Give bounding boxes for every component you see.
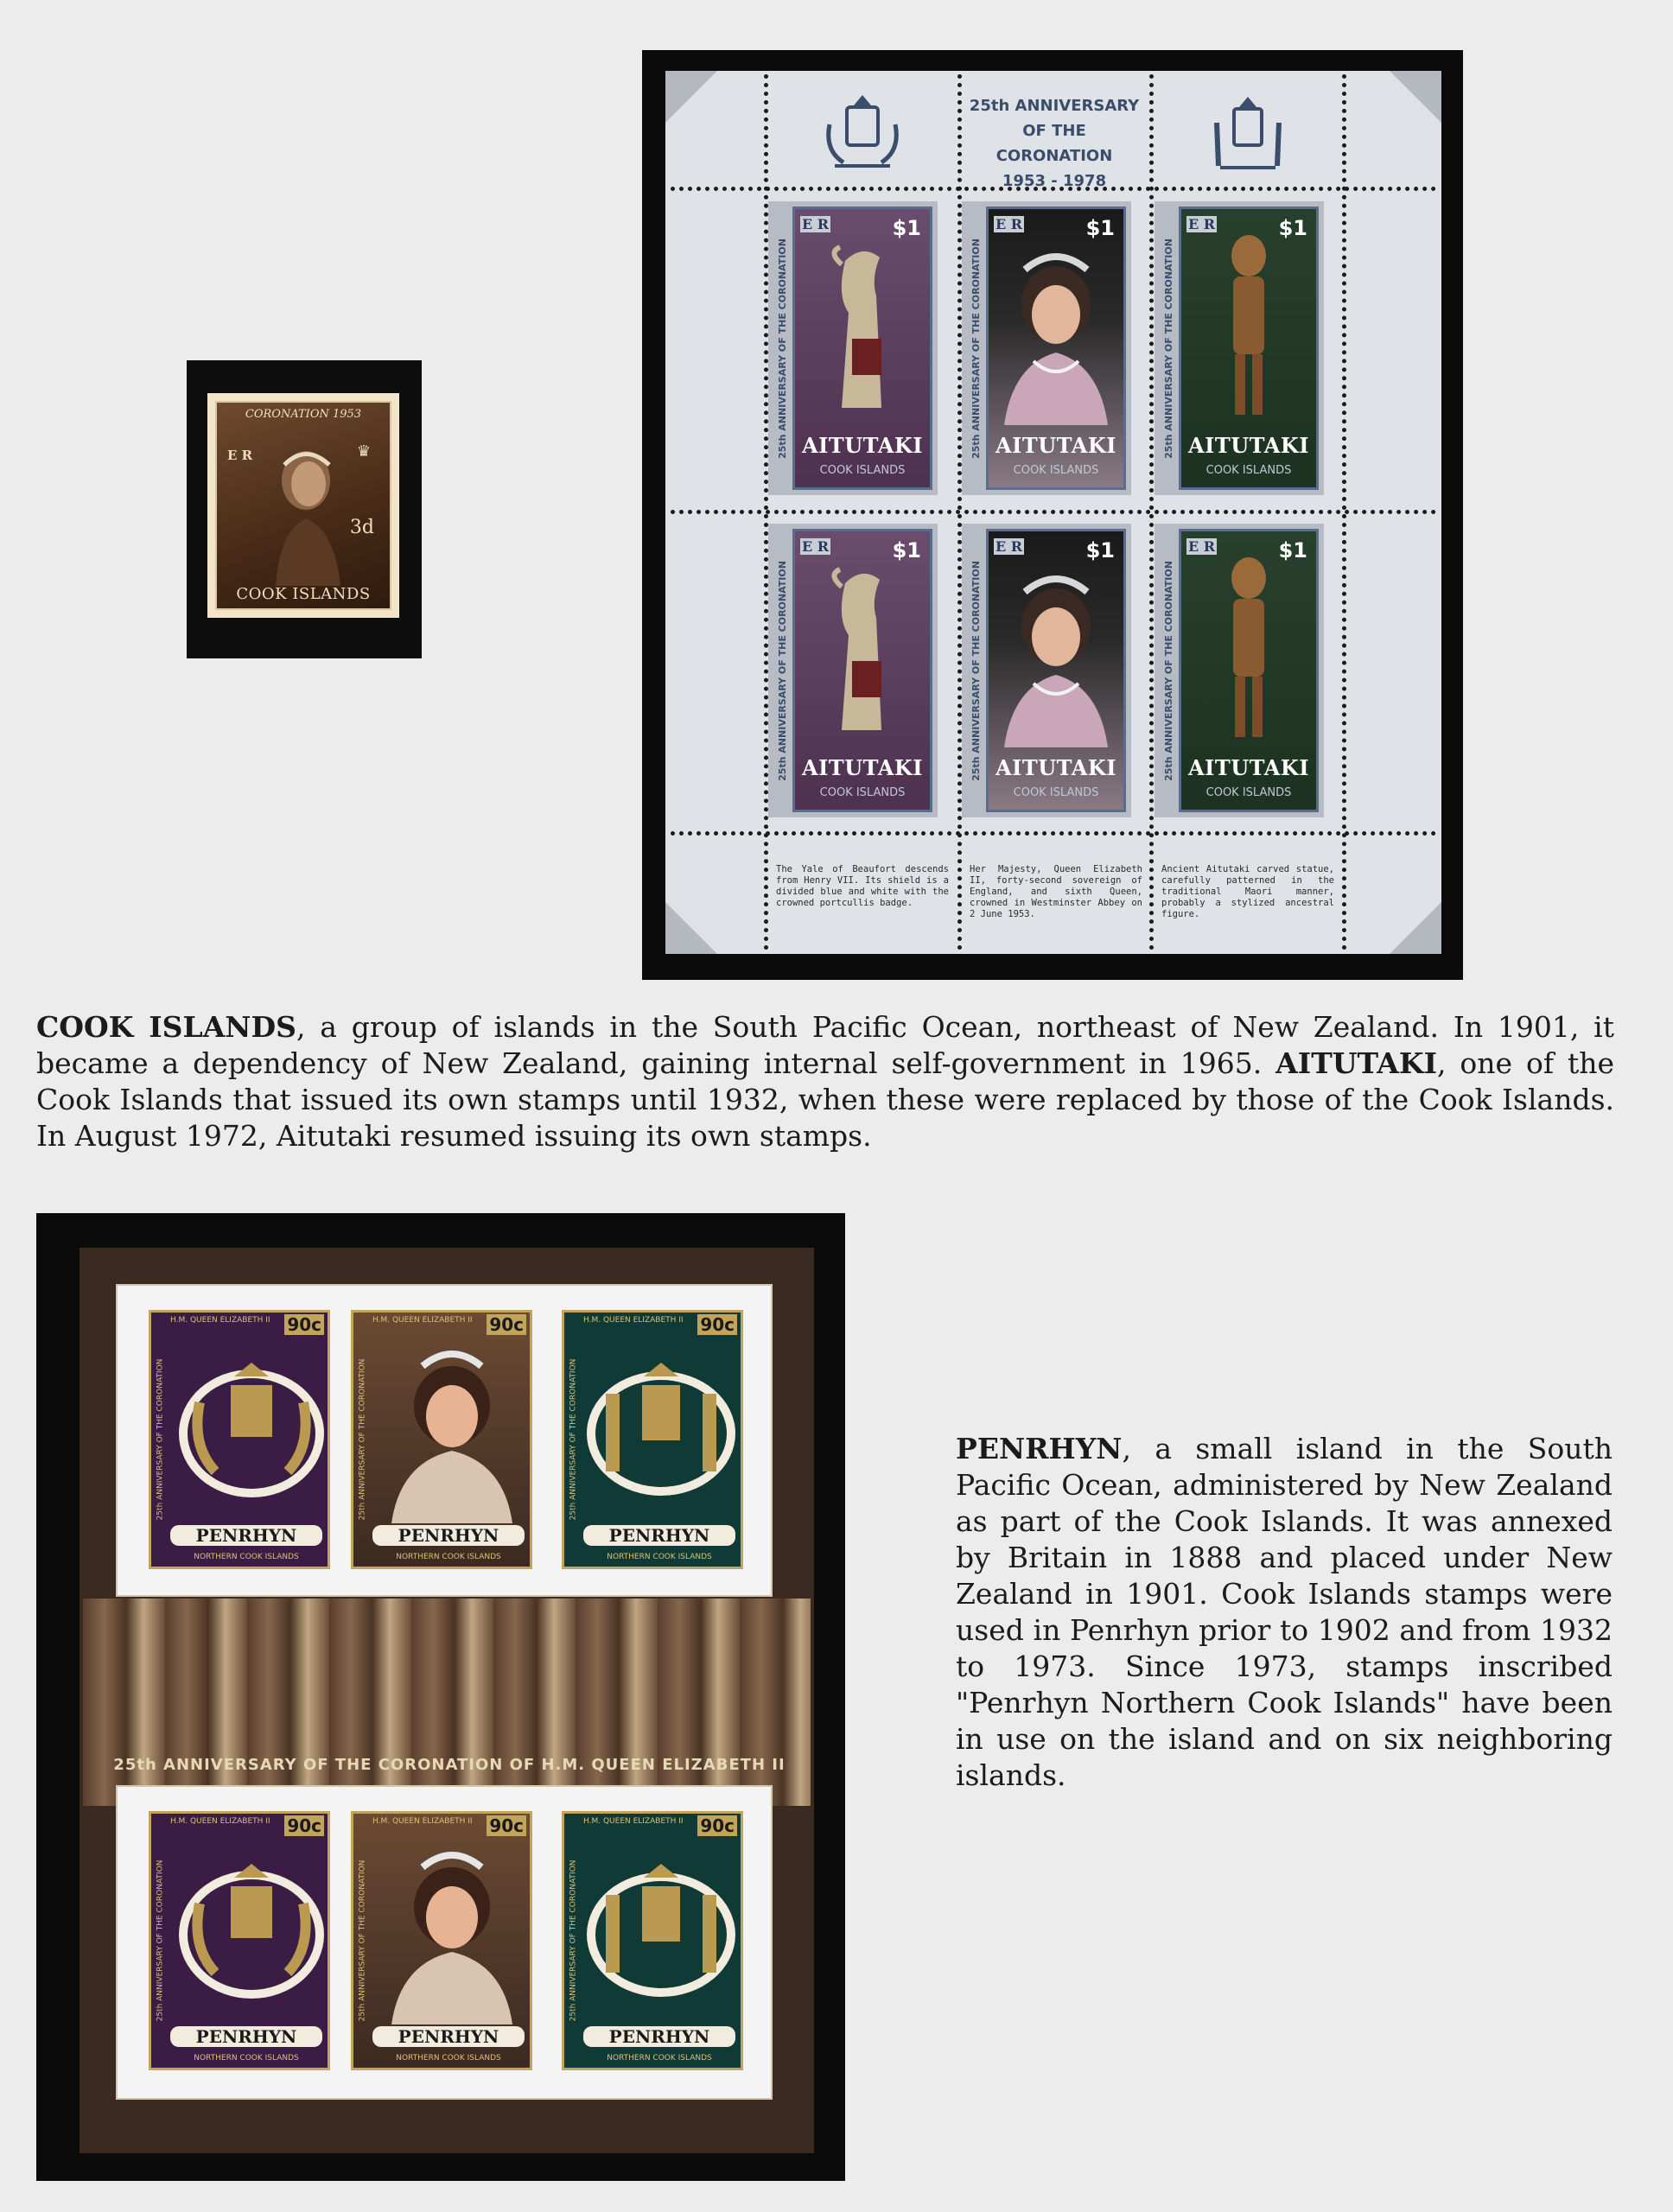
stamp-sub: COOK ISLANDS [1205, 786, 1292, 799]
stamp-name: PENRHYN [170, 1525, 322, 1546]
aitutaki-sheet-header [968, 93, 1141, 194]
stamp-name: PENRHYN [372, 2026, 525, 2047]
stamp-value: 90c [487, 1815, 526, 1836]
caption-statue: Ancient Aitutaki carved statue, carefully patterned in the traditional Maori manner, probably a stylized ancestral figure. [1161, 864, 1334, 919]
cook-islands-text-2: , one of the Cook Islands that issued its own stamps until 1932, when these were replaced by those of the Cook Islands. In August 1972, Aitutaki resumed issuing its own stamps. [36, 1046, 1614, 1153]
royal-arms-icon [174, 1852, 329, 2007]
aitutaki-stamp-statue [1155, 201, 1324, 495]
stamp-sub: NORTHERN COOK ISLANDS [396, 1553, 501, 1561]
stamp-sub: NORTHERN COOK ISLANDS [607, 1553, 712, 1561]
stamp-sub: NORTHERN COOK ISLANDS [396, 2054, 501, 2063]
stamp-name: AITUTAKI [802, 433, 923, 458]
queen-portrait-icon [996, 557, 1116, 747]
stamp-side-text: 25th ANNIVERSARY OF THE CORONATION [156, 1358, 165, 1521]
stamp-value: $1 [1278, 216, 1307, 240]
carved-statue-icon [1214, 552, 1283, 751]
penrhyn-heading: PENRHYN [956, 1432, 1123, 1465]
stamp-side-text: 25th ANNIVERSARY OF THE CORONATION [776, 560, 788, 781]
penrhyn-stamp-nz-arms [562, 1811, 743, 2070]
perforation-line [1342, 74, 1346, 950]
header-line-1: 25th ANNIVERSARY [969, 97, 1140, 115]
caption-yale: The Yale of Beaufort descends from Henry VII. Its shield is a divided blue and white with the crowned portcullis badge. [776, 864, 949, 908]
cook-islands-1953-stamp [207, 393, 399, 618]
stamp-top-text: H.M. QUEEN ELIZABETH II [372, 1817, 473, 1826]
stamp-top-text: H.M. QUEEN ELIZABETH II [170, 1817, 270, 1826]
penrhyn-description [956, 1431, 1613, 1794]
perforation-line [1149, 74, 1154, 950]
queen-portrait-icon [383, 1342, 521, 1523]
stamp-side-text: 25th ANNIVERSARY OF THE CORONATION [569, 1859, 578, 2022]
stamp-sub: COOK ISLANDS [1013, 786, 1099, 799]
stamp-value: $1 [892, 216, 921, 240]
stamp-side-text: 25th ANNIVERSARY OF THE CORONATION [1162, 560, 1174, 781]
caption-queen: Her Majesty, Queen Elizabeth II, forty-second sovereign of England, and sixth Queen, crowned in Westminster Abbey on 2 June 1953. [970, 864, 1142, 919]
header-line-2: OF THE CORONATION [996, 122, 1113, 165]
yale-of-beaufort-icon [819, 566, 906, 739]
stamp-name: PENRHYN [583, 2026, 735, 2047]
stamp-name: PENRHYN [170, 2026, 322, 2047]
stamp-name: AITUTAKI [1188, 755, 1309, 780]
stamp-name: PENRHYN [372, 1525, 525, 1546]
stamp-sub: COOK ISLANDS [819, 464, 906, 477]
cook-islands-heading: COOK ISLANDS [36, 1010, 296, 1044]
eir-cipher: E R [996, 538, 1023, 555]
stamp-value: 90c [697, 1815, 737, 1836]
aitutaki-stamp-statue [1155, 524, 1324, 817]
stamp-top-text: H.M. QUEEN ELIZABETH II [372, 1316, 473, 1325]
stamp-side-text: 25th ANNIVERSARY OF THE CORONATION [569, 1358, 578, 1521]
queen-portrait-icon [996, 235, 1116, 425]
queen-portrait-icon [383, 1843, 521, 2024]
stamp-sub: COOK ISLANDS [1205, 464, 1292, 477]
aitutaki-stamp-queen [962, 201, 1131, 495]
stamp-value: $1 [1278, 538, 1307, 563]
carved-statue-icon [1214, 230, 1283, 429]
eir-cipher: E R [1188, 216, 1216, 232]
penrhyn-stamp-nz-arms [562, 1310, 743, 1569]
aitutaki-heading: AITUTAKI [1275, 1046, 1438, 1080]
stamp-name: AITUTAKI [996, 433, 1116, 458]
stamp-name: AITUTAKI [802, 755, 923, 780]
stamp-country: COOK ISLANDS [236, 585, 371, 603]
aitutaki-stamp-yale [768, 201, 938, 495]
stamp-top-text: H.M. QUEEN ELIZABETH II [170, 1316, 270, 1325]
eir-cipher: E R [1188, 538, 1216, 555]
royal-coat-of-arms-icon [821, 90, 904, 171]
stamp-sub: COOK ISLANDS [1013, 464, 1099, 477]
cook-islands-text-1: , a group of islands in the South Pacific Ocean, northeast of New Zealand. In 1901, it became a dependency of New Zealand, gaining internal self-government in 1965. [36, 1010, 1615, 1080]
stamp-value: $1 [892, 538, 921, 563]
header-line-3: 1953 - 1978 [1002, 172, 1107, 190]
crown-icon: ♛ [356, 442, 371, 461]
stamp-side-text: 25th ANNIVERSARY OF THE CORONATION [358, 1859, 367, 2022]
stamp-value: $1 [1085, 538, 1115, 563]
penrhyn-stamp-royal-arms [149, 1811, 330, 2070]
eir-cipher: E R [802, 216, 830, 232]
stamp-value: $1 [1085, 216, 1115, 240]
cook-islands-description [36, 1009, 1614, 1154]
penrhyn-band-text: 25th ANNIVERSARY OF THE CORONATION OF H.M. QUEEN ELIZABETH II [113, 1756, 786, 1774]
stamp-name: PENRHYN [583, 1525, 735, 1546]
stamp-value: 90c [284, 1815, 324, 1836]
stamp-top-text: H.M. QUEEN ELIZABETH II [583, 1817, 684, 1826]
stamp-sub: NORTHERN COOK ISLANDS [607, 2054, 712, 2063]
coronation-ceremony-image [83, 1599, 811, 1806]
penrhyn-stamp-queen [351, 1310, 532, 1569]
stamp-value: 90c [487, 1314, 526, 1335]
eir-cipher: E R [996, 216, 1023, 232]
stamp-side-text: 25th ANNIVERSARY OF THE CORONATION [1162, 238, 1174, 459]
stamp-side-text: 25th ANNIVERSARY OF THE CORONATION [970, 560, 982, 781]
yale-of-beaufort-icon [819, 244, 906, 416]
aitutaki-stamp-yale [768, 524, 938, 817]
stamp-value: 3d [349, 517, 374, 538]
queen-portrait-icon [258, 439, 353, 586]
aitutaki-stamp-queen [962, 524, 1131, 817]
stamp-cipher: E R [227, 448, 253, 463]
stamp-side-text: 25th ANNIVERSARY OF THE CORONATION [970, 238, 982, 459]
stamp-side-text: 25th ANNIVERSARY OF THE CORONATION [156, 1859, 165, 2022]
nz-arms-icon [582, 1852, 741, 2007]
penrhyn-stamp-royal-arms [149, 1310, 330, 1569]
penrhyn-text: , a small island in the South Pacific Ocean, administered by New Zealand as part of the Cook Islands. It was annexed by Britain in 1888 and placed under New Zealand in 1901. Cook Islands stamps were used in Penrhyn prior to 1902 and from 1932 to 1973. Since 1973, stamps inscribed "Penrhyn Northern Cook Islands" have been in use on the island and on six neighboring islands. [956, 1432, 1613, 1792]
stamp-sub: NORTHERN COOK ISLANDS [194, 2054, 299, 2063]
stamp-side-text: 25th ANNIVERSARY OF THE CORONATION [776, 238, 788, 459]
perforation-line [671, 510, 1436, 514]
nz-coat-of-arms-icon [1206, 93, 1289, 171]
stamp-value: 90c [697, 1314, 737, 1335]
stamp-name: AITUTAKI [1188, 433, 1309, 458]
stamp-top-text: CORONATION 1953 [245, 408, 362, 421]
stamp-side-text: 25th ANNIVERSARY OF THE CORONATION [358, 1358, 367, 1521]
penrhyn-stamp-queen [351, 1811, 532, 2070]
perforation-line [671, 831, 1436, 836]
eir-cipher: E R [802, 538, 830, 555]
stamp-sub: NORTHERN COOK ISLANDS [194, 1553, 299, 1561]
stamp-name: AITUTAKI [996, 755, 1116, 780]
royal-arms-icon [174, 1351, 329, 1506]
nz-arms-icon [582, 1351, 741, 1506]
stamp-top-text: H.M. QUEEN ELIZABETH II [583, 1316, 684, 1325]
stamp-value: 90c [284, 1314, 324, 1335]
stamp-sub: COOK ISLANDS [819, 786, 906, 799]
